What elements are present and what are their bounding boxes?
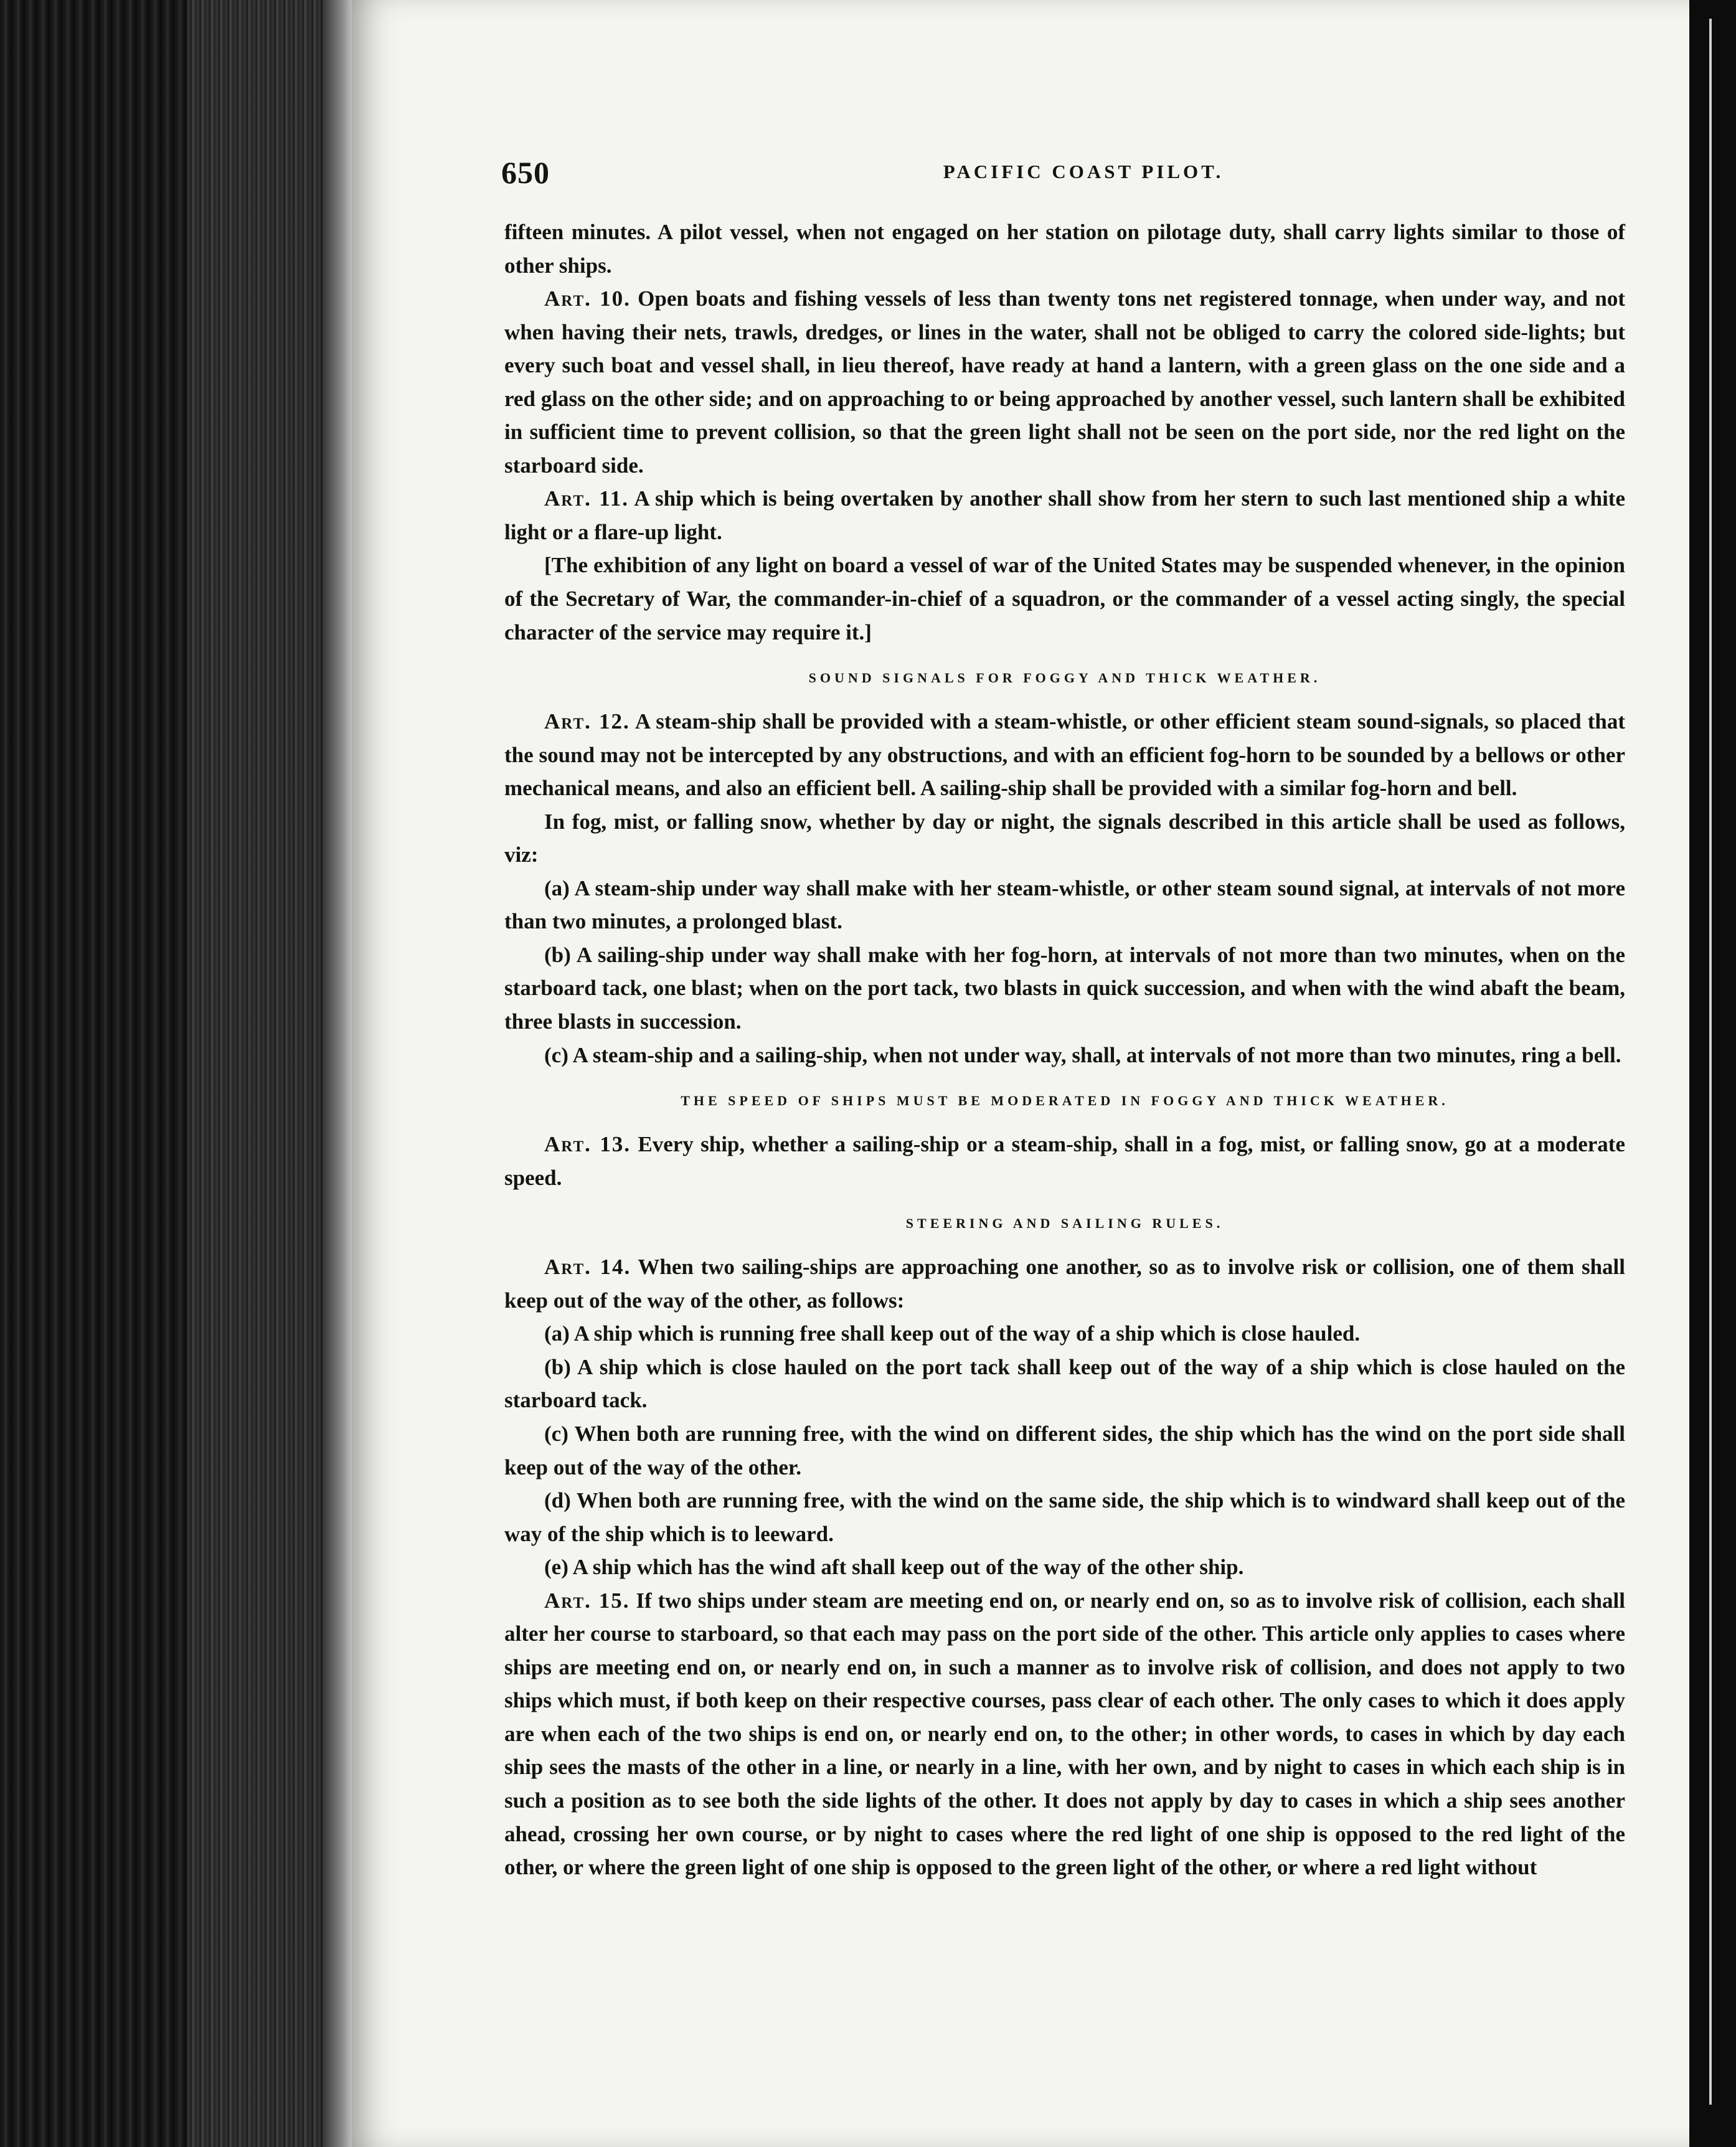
article-12-c: (c) A steam-ship and a sailing-ship, when not under way, shall, at intervals of not more than two minutes, ring a bell.	[544, 1042, 1621, 1067]
article-14-b: (b) A ship which is close hauled on the port tack shall keep out of the way of a ship which is close hauled on the starboard tack.	[504, 1354, 1625, 1413]
right-page-edge	[1689, 0, 1736, 2147]
article-text: A steam-ship shall be provided with a steam-whistle, or other efficient steam sound-signals, so placed that the sound may not be intercepted by any obstructions, and with an efficient fog-horn to be sounded by a bellows or other mechanical means, and also an efficient bell. A sailing-ship shall be provided with a similar fog-horn and bell.	[504, 709, 1625, 801]
section-heading-sound-signals: SOUND SIGNALS FOR FOGGY AND THICK WEATHER.	[808, 670, 1321, 686]
article-label: Art. 15.	[544, 1588, 630, 1613]
article-label: Art. 12.	[544, 709, 630, 734]
section-heading-speed: THE SPEED OF SHIPS MUST BE MODERATED IN FOGGY AND THICK WEATHER.	[681, 1093, 1449, 1109]
article-text: When two sailing-ships are approaching one another, so as to involve risk or collision, one of them shall keep out of the way of the other, as follows:	[504, 1255, 1625, 1313]
article-12	[504, 705, 1625, 805]
running-title: PACIFIC COAST PILOT.	[943, 161, 1224, 182]
article-label: Art. 13.	[544, 1132, 631, 1157]
page-gutter	[324, 0, 355, 2147]
book-page	[352, 0, 1689, 2147]
section-heading-steering: STEERING AND SAILING RULES.	[905, 1215, 1224, 1232]
article-11	[504, 482, 1625, 549]
article-14-c: (c) When both are running free, with the wind on different sides, the ship which has the wind on the port side shall keep out of the way of the other.	[504, 1421, 1625, 1479]
article-12-fog: In fog, mist, or falling snow, whether by day or night, the signals described in this article shall be used as follows, viz:	[504, 809, 1625, 867]
article-14-e: (e) A ship which has the wind aft shall keep out of the way of the other ship.	[544, 1555, 1244, 1580]
running-head	[501, 154, 1625, 192]
article-14-d: (d) When both are running free, with the wind on the same side, the ship which is to windward shall keep out of the way of the ship which is to leeward.	[504, 1488, 1625, 1546]
article-14	[504, 1250, 1625, 1317]
article-text: A ship which is being overtaken by another shall show from her stern to such last mentioned ship a white light or a flare-up light.	[504, 486, 1625, 544]
article-12-b: (b) A sailing-ship under way shall make with her fog-horn, at intervals of not more than two minutes, when on the starboard tack, one blast; when on the port tack, two blasts in quick succession, and when with the wind abaft the beam, three blasts in succession.	[504, 942, 1625, 1034]
article-14-a: (a) A ship which is running free shall keep out of the way of a ship which is close hauled.	[544, 1321, 1361, 1346]
article-13	[504, 1128, 1625, 1194]
article-12-a: (a) A steam-ship under way shall make with her steam-whistle, or other steam sound signal, at intervals of not more than two minutes, a prolonged blast.	[504, 875, 1625, 934]
article-text: If two ships under steam are meeting end on, or nearly end on, so as to involve risk of collision, each shall alter her course to starboard, so that each may pass on the port side of the other. This article only applies to cases where ships are meeting end on, or nearly end on, in such a manner as to involve risk of collision, and does not apply to two ships which must, if both keep on their respective courses, pass clear of each other. The only cases to which it does apply are when each of the two ships is end on, or nearly end on, to the other; in other words, to cases in which by day each ship sees the masts of the other in a line, or nearly in a line, with her own, and by night to cases in which each ship is in such a position as to see both the side lights of the other. It does not apply by day to cases in which a ship sees another ahead, crossing her own course, or by night to cases where the red light of one ship is opposed to the red light of the other, or where the green light of one ship is opposed to the green light of the other, or where a red light without	[504, 1588, 1625, 1880]
article-text: Open boats and fishing vessels of less than twenty tons net registered tonnage, when under way, and not when having their nets, trawls, dredges, or lines in the water, shall not be obliged to carry the colored side-lights; but every such boat and vessel shall, in lieu thereof, have ready at hand a lantern, with a green glass on the one side and a red glass on the other side; and on approaching to or being approached by another vessel, such lantern shall be exhibited in sufficient time to prevent collision, so that the green light shall not be seen on the port side, nor the red light on the starboard side.	[504, 286, 1625, 478]
article-label: Art. 14.	[544, 1255, 631, 1280]
page-content	[501, 154, 1625, 1884]
right-page-edge-line	[1709, 19, 1712, 2105]
article-text: Every ship, whether a sailing-ship or a steam-ship, shall in a fog, mist, or falling snow, go at a moderate speed.	[504, 1132, 1625, 1190]
article-15	[504, 1584, 1625, 1884]
bracket-note: [The exhibition of any light on board a vessel of war of the United States may be suspended whenever, in the opinion of the Secretary of War, the commander-in-chief of a squadron, or the commander of a vessel acting singly, the special character of the service may require it.]	[504, 553, 1625, 644]
page-stack-edge	[187, 0, 336, 2147]
article-10	[504, 282, 1625, 482]
page-number: 650	[501, 155, 550, 190]
article-label: Art. 11.	[544, 486, 629, 511]
paragraph-continuation: fifteen minutes. A pilot vessel, when not engaged on her station on pilotage duty, shall carry lights similar to those of other ships.	[504, 220, 1625, 278]
article-label: Art. 10.	[544, 286, 631, 311]
